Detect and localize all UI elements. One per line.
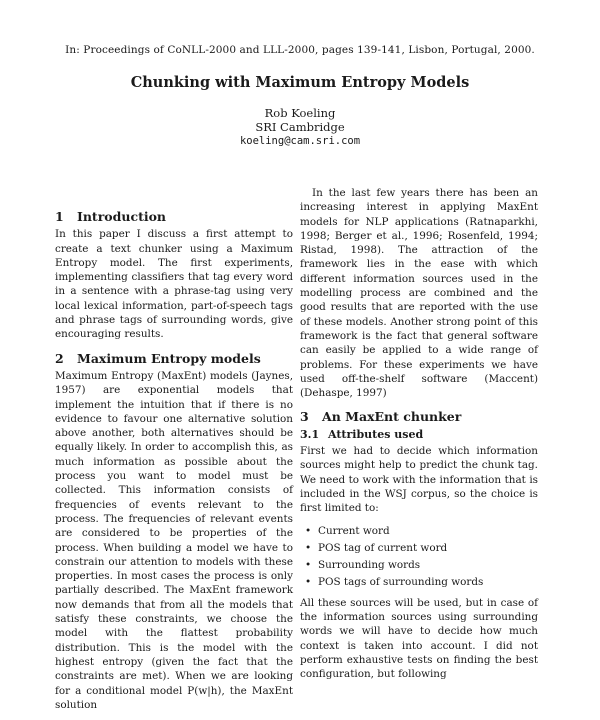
section-number: 3 xyxy=(300,409,309,425)
author-name: Rob Koeling xyxy=(264,106,336,120)
section-number: 1 xyxy=(55,209,64,224)
attributes-list xyxy=(300,524,538,590)
section-title: Maximum Entropy models xyxy=(77,350,261,366)
section-heading-introduction xyxy=(55,210,293,224)
bullet-icon: • xyxy=(305,541,312,554)
paper-title: Chunking with Maximum Entropy Models xyxy=(130,74,470,91)
list-item: • Current word xyxy=(305,524,390,537)
left-column xyxy=(55,210,293,720)
bullet-icon: • xyxy=(305,576,312,589)
section-title: Introduction xyxy=(77,209,167,224)
subsection-number: 3.1 xyxy=(300,427,320,441)
section-heading-chunker xyxy=(300,410,538,424)
section-heading-maxent xyxy=(55,352,293,366)
section-title: An MaxEnt chunker xyxy=(322,409,462,425)
maxent-paragraph: Maximum Entropy (MaxEnt) models (Jaynes, 1957) are exponential models that implement the intuition that if there is no evidence to favour one alternative solution above another, both alternatives should be equally likely. In order to accomplish this, as much information as possible about the process you want to model must be collected. This information consists of frequencies of events relevant to the process. The frequencies of relevant events are considered to be properties of the process. When building a model we have to constrain our attention to models with these properties. In most cases the process is only partially described. The MaxEnt framework now demands that from all the models that satisfy these constraints, we choose the model with the flattest probability distribution. This is the model with the highest entropy (given the fact that the constraints are met). When we are looking for a conditional model P(w|h), the MaxEnt solution xyxy=(55,369,293,711)
subsection-heading-attributes xyxy=(300,428,538,442)
maxent-applications-paragraph: In the last few years there has been an increasing interest in applying MaxEnt models for NLP applications (Ratnaparkhi, 1998; Berger et al., 1996; Rosenfeld, 1994; Ristad, 1998). The attraction of the framework lies in the ease with which different information sources used in the modelling process are combined and the good results that are reported with the use of these models. Another strong point of this framework is the fact that general software can easily be applied to a wide range of problems. For these experiments we have used off-the-shelf software (Maccent) (Dehaspe, 1997) xyxy=(300,187,538,400)
context-paragraph: All these sources will be used, but in case of the information sources using surrounding words we will have to decide how much context is taken into account. I did not perform exhaustive tests on finding the best configuration, but following xyxy=(300,596,538,681)
attributes-paragraph: First we had to decide which information sources might help to predict the chunk tag. We need to work with the information that is included in the WSJ corpus, so the choice is first limited to: xyxy=(300,445,538,515)
author-affiliation: SRI Cambridge xyxy=(255,120,345,134)
list-item: • POS tag of current word xyxy=(305,541,448,554)
right-column xyxy=(300,186,538,690)
author-email: koeling@cam.sri.com xyxy=(239,135,361,147)
bullet-icon: • xyxy=(305,524,312,537)
list-item: • Surrounding words xyxy=(305,559,421,572)
intro-paragraph: In this paper I discuss a first attempt to create a text chunker using a Maximum Entropy model. The first experiments, implementing classifiers that tag every word in a sentence with a phrase-tag using very local lexical information, part-of-speech tags and phrase tags of surrounding words, give encouraging results. xyxy=(55,228,293,341)
bullet-icon: • xyxy=(305,559,312,572)
subsection-title: Attributes used xyxy=(328,427,424,441)
author-block xyxy=(0,106,600,148)
section-number: 2 xyxy=(55,350,64,366)
list-item: • POS tags of surrounding words xyxy=(305,576,484,589)
venue-line: In: Proceedings of CoNLL-2000 and LLL-2000, pages 139-141, Lisbon, Portugal, 2000. xyxy=(65,44,535,56)
